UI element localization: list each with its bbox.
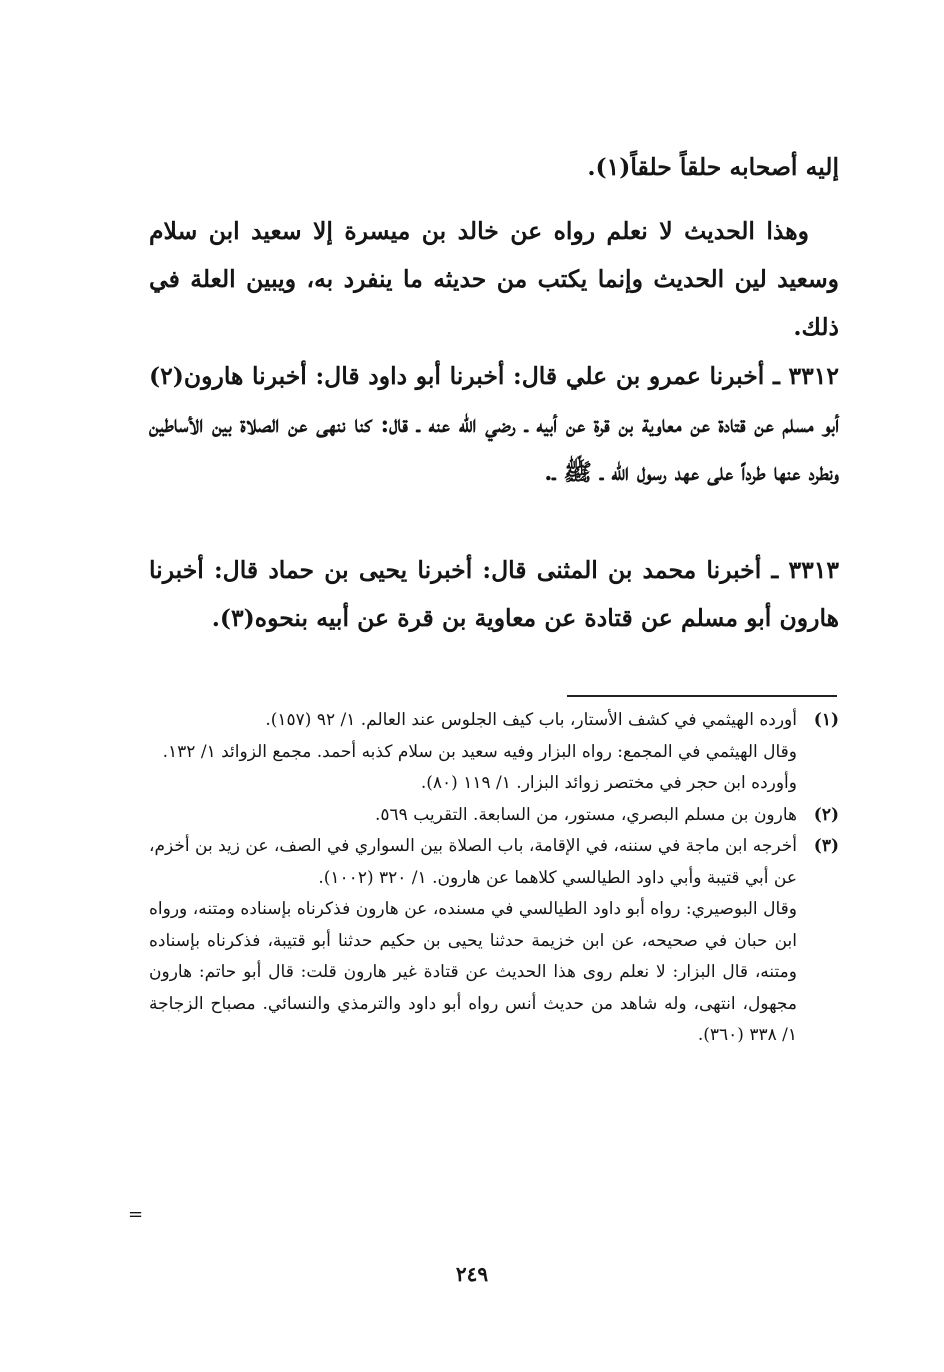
hadith-3313 <box>149 546 839 642</box>
continuation-mark: = <box>128 1204 144 1225</box>
footnote-1 <box>149 705 839 737</box>
hadith-3313-text: أخبرنا محمد بن المثنى قال: أخبرنا يحيى بن حماد قال: أخبرنا هارون أبو مسلم عن قتادة عن معاوية بن قرة عن أبيه بنحوه(٣). <box>149 556 839 632</box>
footnote-1-number: (١) <box>813 710 839 730</box>
commentary-paragraph: وهذا الحديث لا نعلم رواه عن خالد بن ميسرة إلا سعيد ابن سلام وسعيد لين الحديث وإنما يكتب من حديثه ما ينفرد به، ويبين العلة في ذلك. <box>149 217 839 341</box>
hadith-3312 <box>149 352 839 496</box>
page-number: ٢٤٩ <box>455 1262 489 1286</box>
continued-paragraph: إليه أصحابه حلقاً حلقاً(١). <box>587 153 839 181</box>
hadith-3312-number: ٣٣١٢ ـ <box>772 362 839 390</box>
footnote-1-paragraph-3: وأورده ابن حجر في مختصر زوائد البزار. ١/ ١١٩ (٨٠). <box>420 773 797 793</box>
hadith-3313-number: ٣٣١٣ ـ <box>771 556 839 584</box>
footnotes <box>149 705 839 1052</box>
footnote-divider <box>567 695 837 697</box>
footnote-1-text: أورده الهيثمي في كشف الأستار، باب كيف الجلوس عند العالم. ١/ ٩٢ (١٥٧). <box>265 710 797 730</box>
footnote-3-paragraph-2: وقال البوصيري: رواه أبو داود الطيالسي في مسنده، عن هارون فذكرناه بإسناده ومتنه، ورواه ابن حبان في صحيحه، عن ابن خزيمة حدثنا يحيى بن حكيم حدثنا أبو قتيبة، فذكرناه بإسناده ومتنه، قال البزار: لا نعلم روى هذا الحديث عن قتادة غير هارون قلت: قال أبو حاتم: هارون مجهول، انتهى، وله شاهد من حديث أنس رواه أبو داود والترمذي والنسائي. مصباح الزجاجة ١/ ٣٣٨ (٣٦٠). <box>149 899 797 1045</box>
footnote-3-text: أخرجه ابن ماجة في سننه، في الإقامة، باب الصلاة بين السواري في الصف، عن زيد بن أخزم، عن أبي قتيبة وأبي داود الطيالسي كلاهما عن هارون. ١/ ٣٢٠ (١٠٠٢). <box>149 836 797 888</box>
footnote-3 <box>149 831 839 894</box>
footnote-2-text: هارون بن مسلم البصري، مستور، من السابعة. التقريب ٥٦٩. <box>375 804 797 825</box>
footnote-1-paragraph-2: وقال الهيثمي في المجمع: رواه البزار وفيه سعيد بن سلام كذبه أحمد. مجمع الزوائد ١/ ١٣٢. <box>162 741 797 762</box>
hadith-3312-text: أخبرنا عمرو بن علي قال: أخبرنا أبو داود قال: أخبرنا هارون(٢) أبو مسلم عن قتادة عن معاوية بن قرة عن أبيه ـ رضي الله عنه ـ قال: كنا ننهى عن الصلاة بين الأساطين ونطرد عنها طرداً على عهد رسول الله ـ ﷺ ـ. <box>149 362 839 486</box>
footnote-2 <box>149 800 839 832</box>
footnote-3-number: (٣) <box>813 836 839 856</box>
footnote-2-number: (٢) <box>813 804 839 825</box>
